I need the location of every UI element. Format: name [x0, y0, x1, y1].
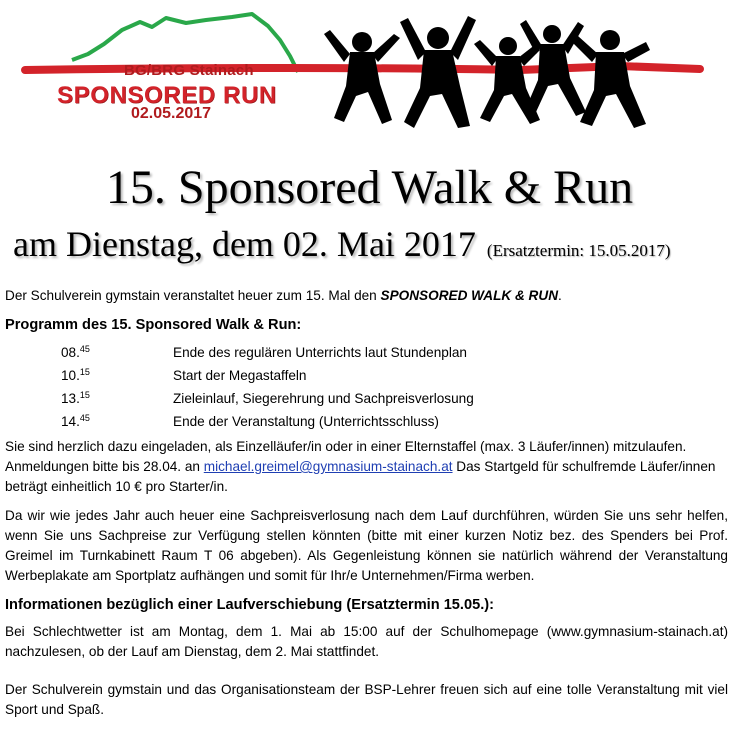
invite-fee-text: Das Startgeld für schulfremde Läufer/innen beträgt einheitlich 10 € pro Starter/in.: [5, 459, 716, 494]
logo-date: 02.05.2017: [131, 105, 212, 122]
postpone-paragraph: Bei Schlechtwetter ist am Montag, dem 1. Mai ab 15:00 auf der Schulhomepage (www.gymnasium-stainach.at) nachzulesen, ob der Lauf am Dienstag, dem 2. Mai stattfindet.: [5, 624, 728, 659]
intro-paragraph: [5, 286, 728, 306]
schedule-text: Zieleinlauf, Siegerehrung und Sachpreisverlosung: [173, 390, 474, 406]
schedule-row: [5, 387, 728, 410]
closing-paragraph: Der Schulverein gymstain und das Organisationsteam der BSP-Lehrer freuen sich auf eine tolle Veranstaltung mit viel Sport und Spaß.: [5, 682, 728, 717]
program-heading: Programm des 15. Sponsored Walk & Run:: [5, 317, 302, 333]
schedule-time: 08.45: [61, 343, 90, 360]
schedule-row: [5, 341, 728, 364]
schedule-time: 10.15: [61, 366, 90, 383]
schedule-row: [5, 364, 728, 387]
program-schedule: [5, 341, 728, 433]
postpone-heading: Informationen bezüglich einer Laufverschiebung (Ersatztermin 15.05.):: [5, 597, 494, 613]
intro-text: Der Schulverein gymstain veranstaltet heuer zum 15. Mal den: [5, 288, 381, 303]
document-body: [5, 286, 728, 720]
intro-emphasis: SPONSORED WALK & RUN: [380, 288, 559, 303]
alternate-date: (Ersatztermin: 15.05.2017): [486, 241, 671, 260]
event-date-heading: [13, 222, 671, 273]
schedule-text: Start der Megastaffeln: [173, 367, 307, 383]
schedule-text: Ende des regulären Unterrichts laut Stundenplan: [173, 344, 467, 360]
invite-text: Sie sind herzlich dazu eingeladen, als Einzelläufer/in oder in einer Elternstaffel (max. 3 Läufer/innen) mitzulaufen. Anmeldungen bitte bis 28.04. an: [5, 439, 687, 474]
schedule-time: 14.45: [61, 412, 90, 429]
schedule-text: Ende der Veranstaltung (Unterrichtsschluss): [173, 413, 439, 429]
schedule-row: [5, 410, 728, 433]
event-date: am Dienstag, dem 02. Mai 2017: [13, 224, 476, 264]
sponsors-paragraph: Da wir wie jedes Jahr auch heuer eine Sachpreisverlosung nach dem Lauf durchführen, würden Sie uns sehr helfen, wenn Sie uns Sachpreise zur Verfügung stellen könnten (bitte mit einer kurzen Notiz bez. des Spenders bei Prof. Greimel im Turnkabinett Raum T 06 abgeben). Als Gegenleistung können sie natürlich während der Veranstaltung Werbeplakate am Sportplatz aufhängen und somit für Ihr/e Unternehmen/Firma werben.: [5, 508, 728, 583]
schedule-time: 13.15: [61, 389, 90, 406]
logo-graphic: [0, 0, 739, 150]
header-banner: [0, 0, 739, 150]
page-title: 15. Sponsored Walk & Run: [105, 161, 634, 214]
logo-event-name: SPONSORED RUN: [57, 82, 277, 109]
registration-email-link[interactable]: michael.greimel@gymnasium-stainach.at: [203, 459, 453, 474]
invite-paragraph: [5, 437, 728, 497]
intro-end: .: [558, 288, 562, 303]
logo-school-name: BG/BRG Stainach: [124, 62, 254, 79]
